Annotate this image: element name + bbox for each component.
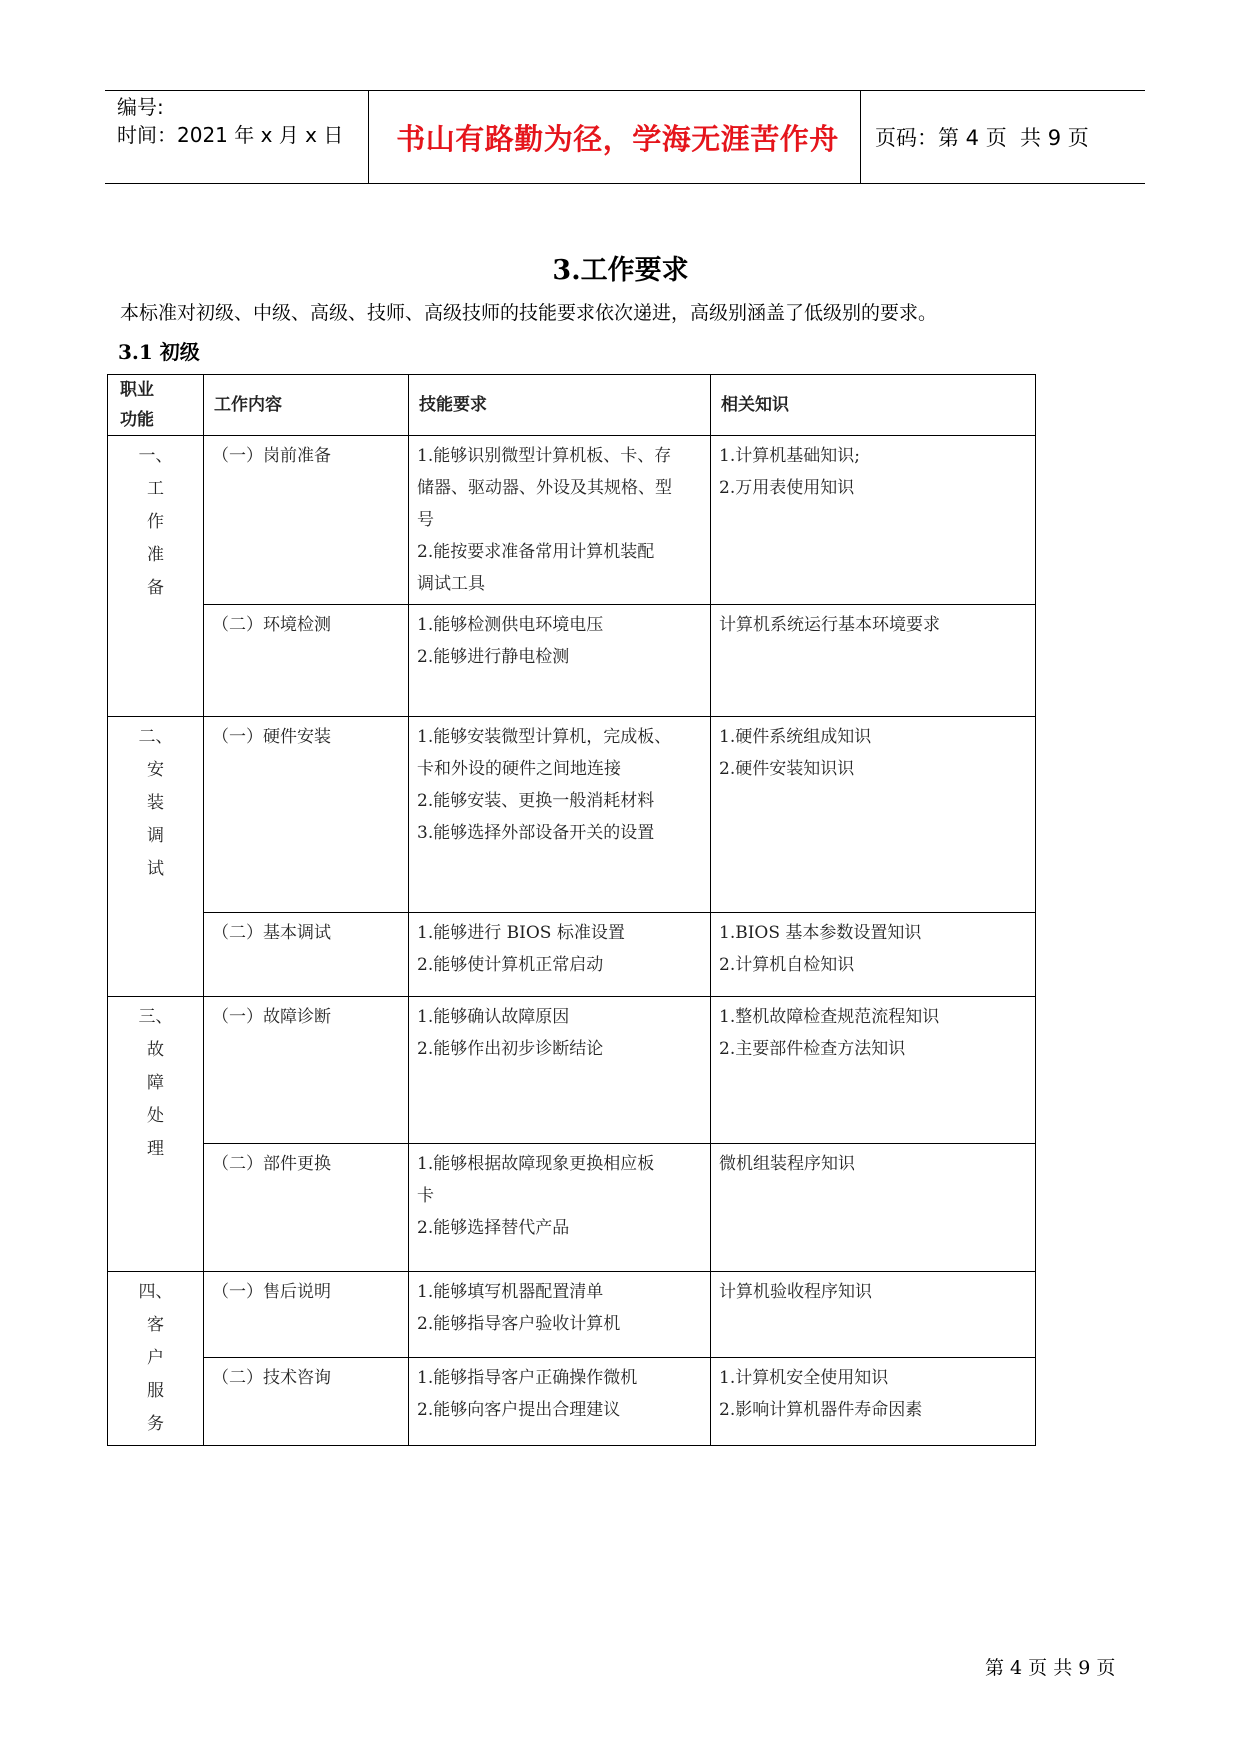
skill-line: 2.能够指导客户验收计算机 <box>417 1314 621 1334</box>
skill-cell <box>409 913 711 997</box>
knowledge-line: 2.计算机自检知识 <box>719 955 855 975</box>
skill-line: 2.能够使计算机正常启动 <box>417 955 604 975</box>
skill-requirements-table <box>107 374 1036 1446</box>
skill-line: 2.能够进行静电检测 <box>417 647 570 667</box>
work-content-cell: （一）岗前准备 <box>204 436 409 605</box>
knowledge-line: 1.计算机安全使用知识 <box>719 1367 889 1388</box>
skill-line: 1.能够确认故障原因 <box>417 1007 570 1027</box>
function-char: 一、 <box>138 446 173 466</box>
skill-line: 卡和外设的硬件之间地连接 <box>417 759 621 779</box>
function-char: 务 <box>147 1414 164 1434</box>
function-char: 理 <box>147 1139 164 1159</box>
table-header-row <box>108 375 1036 436</box>
function-cell <box>108 436 204 717</box>
skill-line: 1.能够检测供电环境电压 <box>417 615 604 635</box>
knowledge-line: 2.主要部件检查方法知识 <box>719 1039 906 1059</box>
function-char: 服 <box>147 1381 164 1401</box>
function-char: 准 <box>147 545 164 565</box>
function-char: 调 <box>147 826 164 846</box>
header-divider-left <box>368 91 369 183</box>
header-cell-skill: 技能要求 <box>409 375 711 436</box>
skill-cell <box>409 436 711 605</box>
header-page-number: 页码：第 4 页 共 9 页 <box>875 126 1089 150</box>
skill-cell <box>409 1357 711 1445</box>
function-char: 客 <box>147 1315 164 1335</box>
skill-cell <box>409 1144 711 1272</box>
knowledge-line: 2.硬件安装知识识 <box>719 759 855 779</box>
knowledge-line: 2.影响计算机器件寿命因素 <box>719 1399 923 1420</box>
skill-line: 1.能够识别微型计算机板、卡、存 <box>417 446 672 466</box>
work-content-cell: （二）环境检测 <box>204 605 409 717</box>
table-row <box>108 913 1036 997</box>
function-char: 障 <box>147 1073 164 1093</box>
function-char: 户 <box>147 1348 164 1368</box>
section-title: 3.工作要求 <box>552 255 689 286</box>
knowledge-line: 1.BIOS 基本参数设置知识 <box>719 923 922 943</box>
skill-line: 1.能够根据故障现象更换相应板 <box>417 1154 655 1174</box>
work-content-cell: （二）部件更换 <box>204 1144 409 1272</box>
function-char: 试 <box>147 859 164 879</box>
knowledge-line: 1.计算机基础知识; <box>719 446 860 466</box>
work-content-cell: （一）故障诊断 <box>204 997 409 1144</box>
function-char: 工 <box>147 479 164 499</box>
knowledge-line: 1.整机故障检查规范流程知识 <box>719 1007 940 1027</box>
function-cell <box>108 1272 204 1446</box>
skill-line: 2.能够作出初步诊断结论 <box>417 1039 604 1059</box>
header-cell-knowledge: 相关知识 <box>711 375 1036 436</box>
header-cell-function: 职业 功能 <box>108 375 204 436</box>
skill-line: 1.能够安装微型计算机，完成板、 <box>417 727 672 747</box>
skill-line: 1.能够填写机器配置清单 <box>417 1282 604 1302</box>
knowledge-cell <box>711 1357 1036 1445</box>
table-row <box>108 717 1036 913</box>
document-number-label: 编号: <box>117 95 164 119</box>
work-content-cell: （一）硬件安装 <box>204 717 409 913</box>
function-char: 备 <box>147 578 164 598</box>
function-cell <box>108 717 204 997</box>
skill-line: 2.能按要求准备常用计算机装配 <box>417 542 655 562</box>
work-content-cell: （二）基本调试 <box>204 913 409 997</box>
page-footer: 第 4 页 共 9 页 <box>985 1657 1116 1679</box>
table-row <box>108 997 1036 1144</box>
section-intro: 本标准对初级、中级、高级、技师、高级技师的技能要求依次递进，高级别涵盖了低级别的要求。 <box>120 302 938 324</box>
knowledge-cell <box>711 717 1036 913</box>
knowledge-cell <box>711 1144 1036 1272</box>
skill-line: 1.能够指导客户正确操作微机 <box>417 1367 638 1388</box>
knowledge-cell <box>711 1272 1036 1358</box>
skill-line: 调试工具 <box>417 574 485 594</box>
page-header <box>105 90 1145 184</box>
header-cell-content: 工作内容 <box>204 375 409 436</box>
knowledge-line: 1.硬件系统组成知识 <box>719 727 872 747</box>
table-row <box>108 1144 1036 1272</box>
table-row <box>108 436 1036 605</box>
skill-line: 号 <box>417 510 434 530</box>
skill-cell <box>409 1272 711 1358</box>
skill-cell <box>409 997 711 1144</box>
table-row <box>108 1357 1036 1445</box>
knowledge-cell <box>711 913 1036 997</box>
skill-line: 2.能够向客户提出合理建议 <box>417 1399 621 1420</box>
function-char: 处 <box>147 1106 164 1126</box>
function-char: 四、 <box>138 1282 173 1302</box>
knowledge-line: 2.万用表使用知识 <box>719 478 855 498</box>
skill-cell <box>409 605 711 717</box>
table-row <box>108 605 1036 717</box>
knowledge-line: 计算机系统运行基本环境要求 <box>719 615 940 635</box>
function-char: 二、 <box>138 727 173 747</box>
function-char: 安 <box>147 760 164 780</box>
subsection-heading: 3.1 初级 <box>118 340 200 364</box>
skill-cell <box>409 717 711 913</box>
knowledge-line: 微机组装程序知识 <box>719 1154 855 1174</box>
skill-line: 3.能够选择外部设备开关的设置 <box>417 823 655 843</box>
knowledge-cell <box>711 605 1036 717</box>
table-body <box>108 436 1036 1446</box>
knowledge-cell <box>711 436 1036 605</box>
function-char: 三、 <box>138 1007 173 1027</box>
skill-line: 1.能够进行 BIOS 标准设置 <box>417 923 625 943</box>
function-char: 作 <box>147 512 164 532</box>
function-char: 故 <box>147 1040 164 1060</box>
function-char: 装 <box>147 793 164 813</box>
header-meta <box>117 91 369 185</box>
table-row <box>108 1272 1036 1358</box>
document-time-label: 时间：2021 年 x 月 x 日 <box>117 123 344 147</box>
skill-line: 2.能够安装、更换一般消耗材料 <box>417 791 655 811</box>
skill-line: 储器、驱动器、外设及其规格、型 <box>417 478 672 498</box>
skill-line: 卡 <box>417 1186 434 1206</box>
header-motto: 书山有路勤为径，学海无涯苦作舟 <box>396 121 839 156</box>
skill-line: 2.能够选择替代产品 <box>417 1218 570 1238</box>
knowledge-cell <box>711 997 1036 1144</box>
function-cell <box>108 997 204 1272</box>
work-content-cell: （二）技术咨询 <box>204 1357 409 1445</box>
work-content-cell: （一）售后说明 <box>204 1272 409 1358</box>
knowledge-line: 计算机验收程序知识 <box>719 1282 872 1302</box>
header-divider-right <box>860 91 861 183</box>
